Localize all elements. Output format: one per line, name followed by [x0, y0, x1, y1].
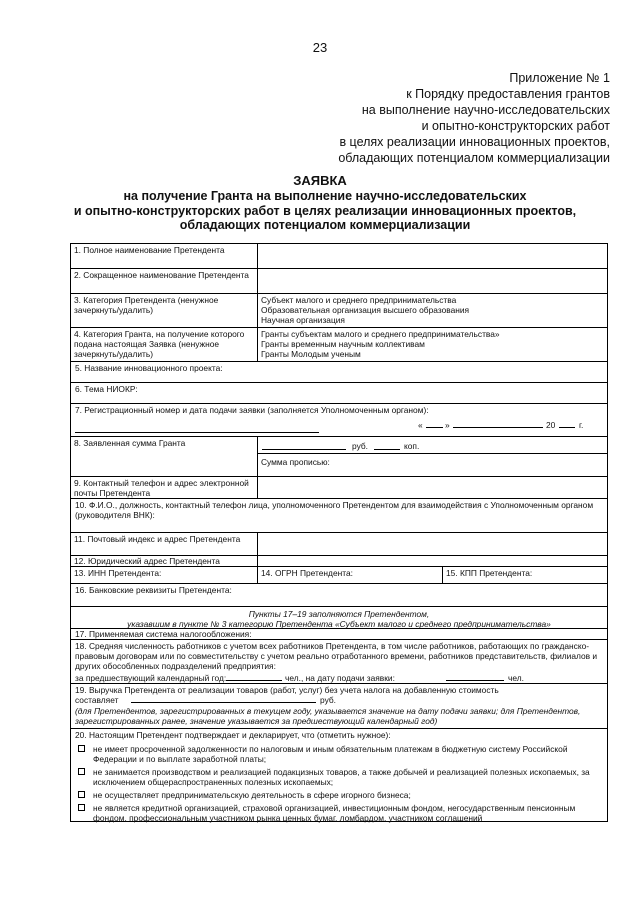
postal-address-label: 11. Почтовый индекс и адрес Претендента: [71, 533, 258, 555]
grant-amount-label: 8. Заявленная сумма Гранта: [71, 437, 258, 476]
row-employees: [71, 640, 607, 684]
employees-current-line[interactable]: [446, 673, 504, 681]
declaration-item[interactable]: [75, 767, 603, 787]
employees-text: 18. Средняя численность работников с учетом всех работников Претендента, в том числе работников, работающих по гражданско-правовым договорам или по совместительству с учетом реально отработанного времени, работников представительств, филиалов и других обособленных подразделений предприятия:: [75, 641, 598, 671]
employees-prev-year-label: за предшествующий календарный год:: [75, 673, 227, 683]
full-name-field[interactable]: [258, 244, 607, 268]
registration-label: 7. Регистрационный номер и дата подачи заявки (заполняется Уполномоченным органом):: [75, 405, 429, 415]
row-bank-details[interactable]: [71, 584, 607, 607]
page-number: 23: [312, 40, 328, 55]
declaration-text: не осуществляет предпринимательскую деятельность в сфере игорного бизнеса;: [93, 790, 411, 800]
short-name-field[interactable]: [258, 269, 607, 293]
amount-kop-label: коп.: [404, 441, 420, 451]
research-topic-label: 6. Тема НИОКР:: [75, 384, 138, 394]
tax-system-label: 17. Применяемая система налогообложения:: [75, 629, 252, 639]
declaration-text: не является кредитной организацией, страховой организацией, инвестиционным фондом, негосударственным пенсионным фондом, профессиональным участником рынка ценных бумаг, ломбардом, участником соглашений: [93, 803, 576, 823]
applicant-category-option[interactable]: Научная организация: [261, 315, 345, 325]
kpp-label: 15. КПП Претендента:: [446, 568, 533, 578]
applicant-category-options: [258, 294, 607, 327]
row-short-name: [71, 269, 607, 294]
row-legal-address: [71, 556, 607, 567]
employees-unit: чел.: [508, 673, 524, 683]
checkbox[interactable]: [78, 768, 85, 775]
annex-line: на выполнение научно-исследовательских: [361, 103, 610, 117]
revenue-note: (для Претендентов, зарегистрированных в текущем году, указывается значение на дату подачи заявки; для Претендентов, зарегистрированных ранее, значение указывается за предшествующий календарный год): [75, 706, 581, 726]
grant-category-option[interactable]: Гранты Молодым ученым: [261, 349, 361, 359]
contacts-field[interactable]: [258, 477, 607, 498]
grant-category-option[interactable]: Гранты временным научным коллективам: [261, 339, 425, 349]
date-year-prefix: 20: [546, 420, 556, 430]
revenue-amount-line[interactable]: [131, 695, 316, 703]
declaration-item[interactable]: [75, 744, 603, 764]
legal-address-label: 12. Юридический адрес Претендента: [71, 556, 258, 566]
declaration-text: не имеет просроченной задолженности по налоговым и иным обязательным платежам в бюджетную систему Российской Федерации и по выплате заработной платы;: [93, 744, 568, 764]
note-line: указавшим в пункте № 3 категорию Претендента «Субъект малого и среднего предпринимательства»: [127, 619, 551, 629]
subtitle-line: на получение Гранта на выполнение научно-исследовательских: [123, 189, 527, 203]
row-project-name[interactable]: [71, 362, 607, 383]
annex-line: Приложение № 1: [509, 71, 610, 85]
bank-details-label: 16. Банковские реквизиты Претендента:: [75, 585, 232, 595]
row-registration: [71, 404, 607, 437]
kpp-cell[interactable]: [443, 567, 607, 583]
employees-prev-year-line[interactable]: [226, 673, 282, 681]
annex-header: [280, 70, 610, 166]
checkbox[interactable]: [78, 804, 85, 811]
employees-current-label: чел., на дату подачи заявки:: [285, 673, 395, 683]
authorized-person-label: 10. Ф.И.О., должность, контактный телефон лица, уполномоченного Претендентом для взаимодействия с Уполномоченным органом (руководителя ВНК):: [75, 500, 594, 520]
grant-category-option[interactable]: Гранты субъектам малого и среднего предпринимательства»: [261, 329, 500, 339]
date-quote-open: «: [418, 420, 423, 430]
date-year-line[interactable]: [559, 420, 575, 428]
annex-line: в целях реализации инновационных проектов,: [339, 135, 610, 149]
short-name-label: 2. Сокращенное наименование Претендента: [71, 269, 258, 293]
applicant-category-option[interactable]: Субъект малого и среднего предпринимательства: [261, 295, 457, 305]
date-month-line[interactable]: [453, 420, 543, 428]
application-form: [70, 243, 608, 822]
row-authorized-person[interactable]: [71, 499, 607, 533]
amount-in-words[interactable]: [258, 454, 607, 470]
date-day-line[interactable]: [426, 420, 443, 428]
row-note: [71, 607, 607, 629]
amount-in-words-label: Сумма прописью:: [261, 457, 330, 467]
declaration-label: 20. Настоящим Претендент подтверждает и декларирует, что (отметить нужное):: [75, 730, 391, 740]
postal-address-field[interactable]: [258, 533, 607, 555]
annex-line: и опытно-конструкторских работ: [421, 119, 610, 133]
checkbox[interactable]: [78, 791, 85, 798]
legal-address-field[interactable]: [258, 556, 607, 566]
row-postal-address: [71, 533, 607, 556]
declaration-item[interactable]: [75, 803, 603, 823]
applicant-category-label: 3. Категория Претендента (ненужное зачеркнуть/удалить): [71, 294, 258, 327]
note-line: Пункты 17–19 заполняются Претендентом,: [248, 609, 430, 619]
amount-rub-label: руб.: [352, 441, 368, 451]
row-revenue: [71, 684, 607, 729]
declaration-item[interactable]: [75, 790, 603, 800]
checkbox[interactable]: [78, 745, 85, 752]
annex-line: к Порядку предоставления грантов: [406, 87, 610, 101]
inn-cell[interactable]: [71, 567, 258, 583]
declaration-text: не занимается производством и реализацией подакцизных товаров, а также добычей и реализацией полезных ископаемых, за исключением общераспространенных полезных ископаемых;: [93, 767, 590, 787]
row-full-name: [71, 244, 607, 269]
row-tax-system[interactable]: [71, 629, 607, 640]
document-title: ЗАЯВКА: [293, 173, 347, 188]
date-quote-close: »: [445, 420, 450, 430]
full-name-label: 1. Полное наименование Претендента: [71, 244, 258, 268]
ogrn-label: 14. ОГРН Претендента:: [261, 568, 353, 578]
project-name-label: 5. Название инновационного проекта:: [75, 363, 223, 373]
revenue-unit: руб.: [320, 695, 336, 705]
row-grant-amount: [71, 437, 607, 477]
subtitle-line: обладающих потенциалом коммерциализации: [179, 218, 471, 232]
row-applicant-category: [71, 294, 607, 328]
revenue-prefix: составляет: [75, 695, 119, 705]
grant-amount-figures: [258, 437, 607, 454]
amount-kop-line[interactable]: [374, 442, 400, 450]
row-research-topic[interactable]: [71, 383, 607, 404]
document-subtitle: [30, 189, 620, 233]
row-identifiers: [71, 567, 607, 584]
applicant-category-option[interactable]: Образовательная организация высшего образования: [261, 305, 470, 315]
grant-category-options: [258, 328, 607, 361]
row-contacts: [71, 477, 607, 499]
amount-rub-line[interactable]: [262, 442, 346, 450]
row-grant-category: [71, 328, 607, 362]
ogrn-cell[interactable]: [258, 567, 443, 583]
registration-number-line[interactable]: [75, 425, 319, 433]
grant-amount-cell: [258, 437, 607, 476]
row-declaration: [71, 729, 607, 821]
revenue-text: 19. Выручка Претендента от реализации товаров (работ, услуг) без учета налога на добавленную стоимость: [75, 685, 499, 695]
grant-category-label: 4. Категория Гранта, на получение которого подана настоящая Заявка (ненужное зачеркнуть/удалить): [71, 328, 258, 361]
inn-label: 13. ИНН Претендента:: [74, 568, 162, 578]
date-year-suffix: г.: [579, 420, 584, 430]
contacts-label: 9. Контактный телефон и адрес электронной почты Претендента: [71, 477, 258, 498]
subtitle-line: и опытно-конструкторских работ в целях реализации инновационных проектов,: [73, 203, 577, 218]
annex-line: обладающих потенциалом коммерциализации: [338, 151, 610, 165]
